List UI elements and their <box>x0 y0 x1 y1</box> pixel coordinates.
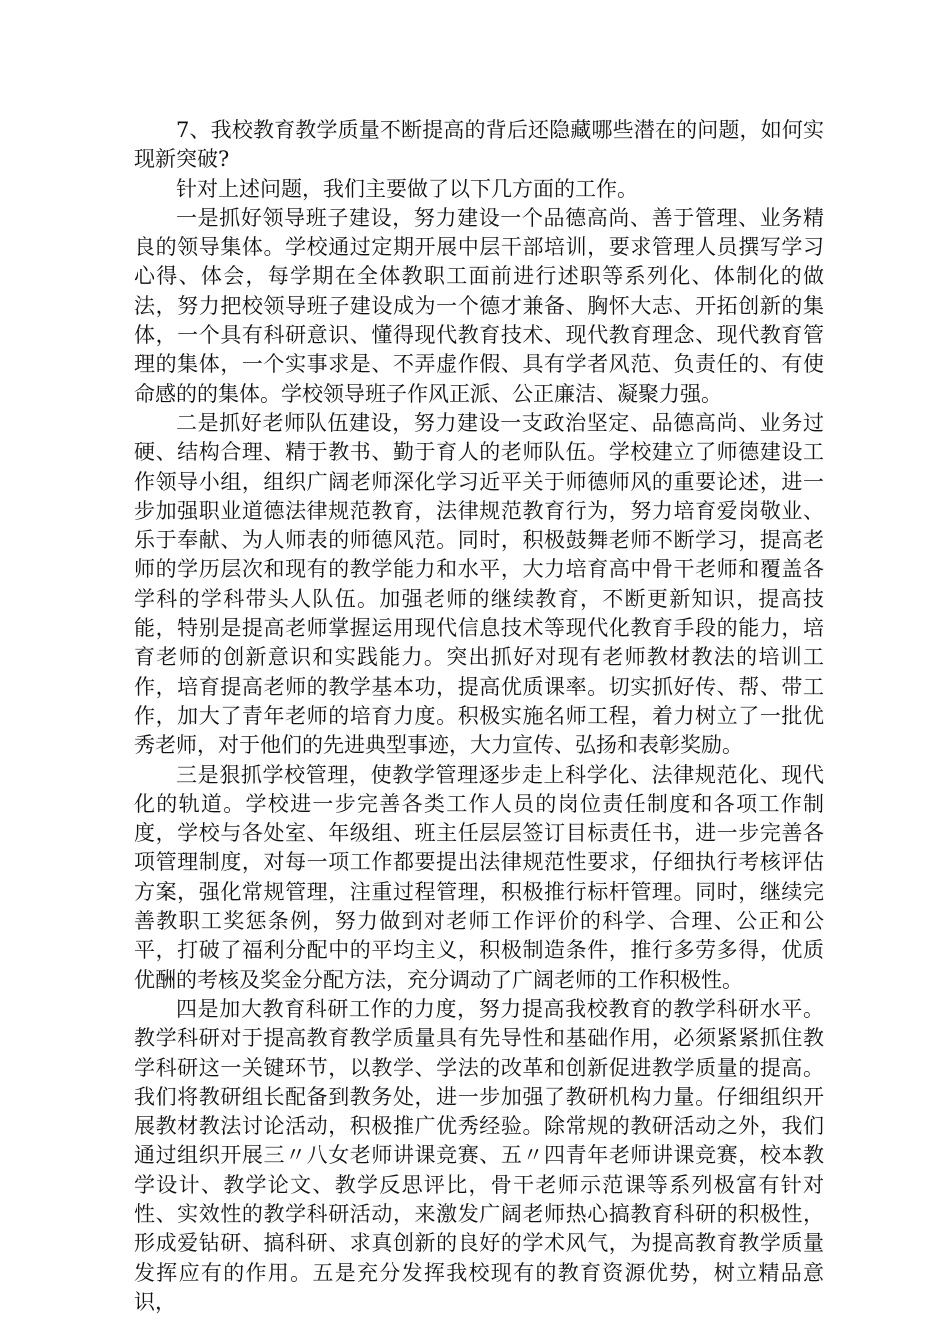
paragraph-intro: 针对上述问题，我们主要做了以下几方面的工作。 <box>176 176 638 201</box>
paragraph-leadership: 一是抓好领导班子建设，努力建设一个品德高尚、善于管理、业务精良的领导集体。学校通过定期开展中层干部培训，要求管理人员撰写学习心得、体会，每学期在全体教职工面前进行述职等系列化、体制化的做法，努力把校领导班子建设成为一个德才兼备、胸怀大志、开拓创新的集体，一个具有科研意识、懂得现代教育技术、现代教育理念、现代教育管理的集体，一个实事求是、不弄虚作假、具有学者风范、负责任的、有使命感的的集体。学校领导班子作风正派、公正廉洁、凝聚力强。 <box>134 205 824 406</box>
paragraph-research: 四是加大教育科研工作的力度，努力提高我校教育的教学科研水平。教学科研对于提高教育教学质量具有先导性和基础作用，必须紧紧抓住教学科研这一关键环节，以教学、学法的改革和创新促进教学质量的提高。我们将教研组长配备到教务处，进一步加强了教研机构力量。仔细组织开展教材教法讨论活动，积极推广优秀经验。除常规的教研活动之外，我们通过组织开展三〃八女老师讲课竞赛、五〃四青年老师讲课竞赛，校本教学设计、教学论文、教学反思评比，骨干老师示范课等系列极富有针对性、实效性的教学科研活动，来激发广阔老师热心搞教育科研的积极性，形成爱钻研、搞科研、求真创新的良好的学术风气，为提高教育教学质量发挥应有的作用。五是充分发挥我校现有的教育资源优势，树立精品意识， <box>134 996 824 1314</box>
paragraph-question-7: 7、我校教育教学质量不断提高的背后还隐藏哪些潜在的问题，如何实现新突破? <box>134 118 824 172</box>
paragraph-teachers: 二是抓好老师队伍建设，努力建设一支政治坚定、品德高尚、业务过硬、结构合理、精于教书、勤于育人的老师队伍。学校建立了师德建设工作领导小组，组织广阔老师深化学习近平关于师德师风的重要论述，进一步加强职业道德法律规范教育，法律规范教育行为，努力培育爱岗敬业、乐于奉献、为人师表的师德风范。同时，积极鼓舞老师不断学习，提高老师的学历层次和现有的教学能力和水平，大力培育高中骨干老师和覆盖各学科的学科带头人队伍。加强老师的继续教育，不断更新知识，提高技能，特别是提高老师掌握运用现代信息技术等现代化教育手段的能力，培育老师的创新意识和实践能力。突出抓好对现有老师教材教法的培训工作，培育提高老师的教学基本功，提高优质课率。切实抓好传、帮、带工作，加大了青年老师的培育力度。积极实施名师工程，着力树立了一批优秀老师，对于他们的先进典型事迹，大力宣传、弘扬和表彰奖励。 <box>134 410 824 758</box>
document-body <box>134 116 824 1317</box>
paragraph-management: 三是狠抓学校管理，使教学管理逐步走上科学化、法律规范化、现代化的轨道。学校进一步完善各类工作人员的岗位责任制度和各项工作制度，学校与各处室、年级组、班主任层层签订目标责任书，进一步完善各项管理制度，对每一项工作都要提出法律规范性要求，仔细执行考核评估方案，强化常规管理，注重过程管理，积极推行标杆管理。同时，继续完善教职工奖惩条例，努力做到对老师工作评价的科学、合理、公正和公平，打破了福利分配中的平均主义，积极制造条件，推行多劳多得，优质优酬的考核及奖金分配方法，充分调动了广阔老师的工作积极性。 <box>134 762 824 992</box>
